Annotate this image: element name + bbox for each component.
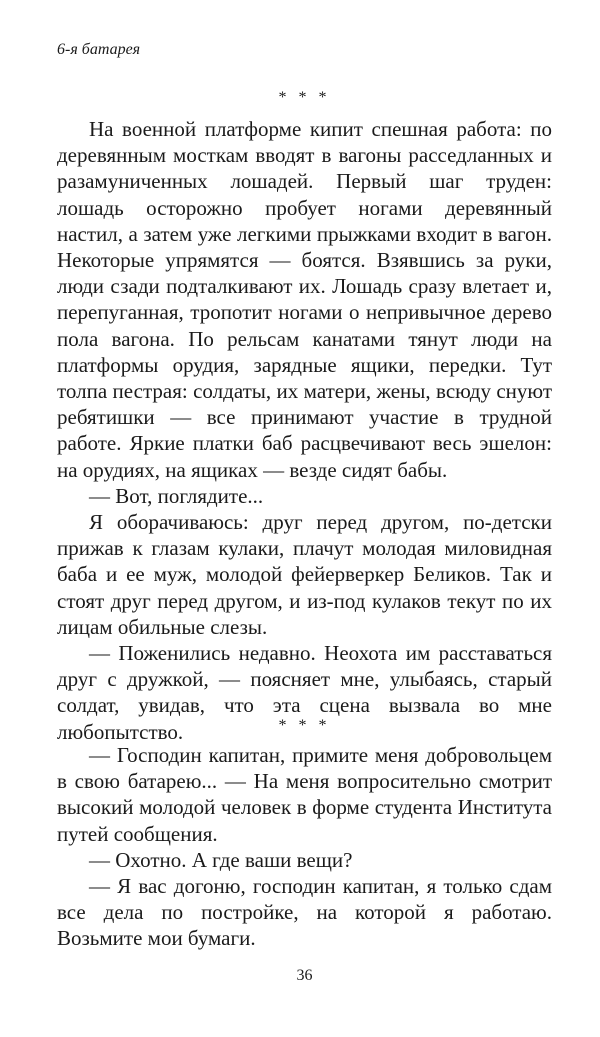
page-number: 36 (296, 967, 313, 984)
running-head: 6-я батарея (57, 41, 141, 58)
section-separator: * * * (278, 717, 331, 734)
section-separator: * * * (278, 89, 331, 106)
paragraph: Я оборачиваюсь: друг перед другом, по-детски прижав к глазам кулаки, плачут молодая миловидная баба и ее муж, молодой фейерверкер Беликов. Так и стоят друг перед другом, и из-под кулаков текут по их лицам обильные слезы. (57, 510, 552, 639)
paragraph: — Господин капитан, примите меня добровольцем в свою батарею... — На меня вопросительно смотрит высокий молодой человек в форме студента Института путей сообщения. (57, 743, 552, 846)
paragraph: — Вот, поглядите... (89, 483, 264, 508)
section-2 (57, 742, 552, 952)
paragraph: — Поженились недавно. Неохота им расставаться друг с дружкой, — поясняет мне, улыбаясь, старый солдат, увидав, что эта сцена вызвала во мне любопытство. (57, 641, 552, 744)
paragraph: На военной платформе кипит спешная работа: по деревянным мосткам вводят в вагоны расседланных и разамуниченных лошадей. Первый шаг труден: лошадь осторожно пробует ногами деревянный настил, а затем уже легкими прыжками входит в вагон. Некоторые упрямятся — боятся. Взявшись за руки, люди сзади подталкивают их. Лошадь сразу влетает и, перепуганная, тропотит ногами о непривычное дерево пола вагона. По рельсам канатами тянут люди на платформы орудия, зарядные ящики, передки. Тут толпа пестрая: солдаты, их матери, жены, всюду снуют ребятишки — все принимают участие в трудной работе. Яркие платки баб расцвечивают весь эшелон: на орудиях, на ящиках — везде сидят бабы. (57, 117, 552, 482)
section-1 (57, 116, 552, 745)
paragraph: — Я вас догоню, господин капитан, я только сдам все дела по постройке, на которой я работаю. Возьмите мои бумаги. (57, 874, 552, 951)
paragraph: — Охотно. А где ваши вещи? (89, 847, 353, 872)
